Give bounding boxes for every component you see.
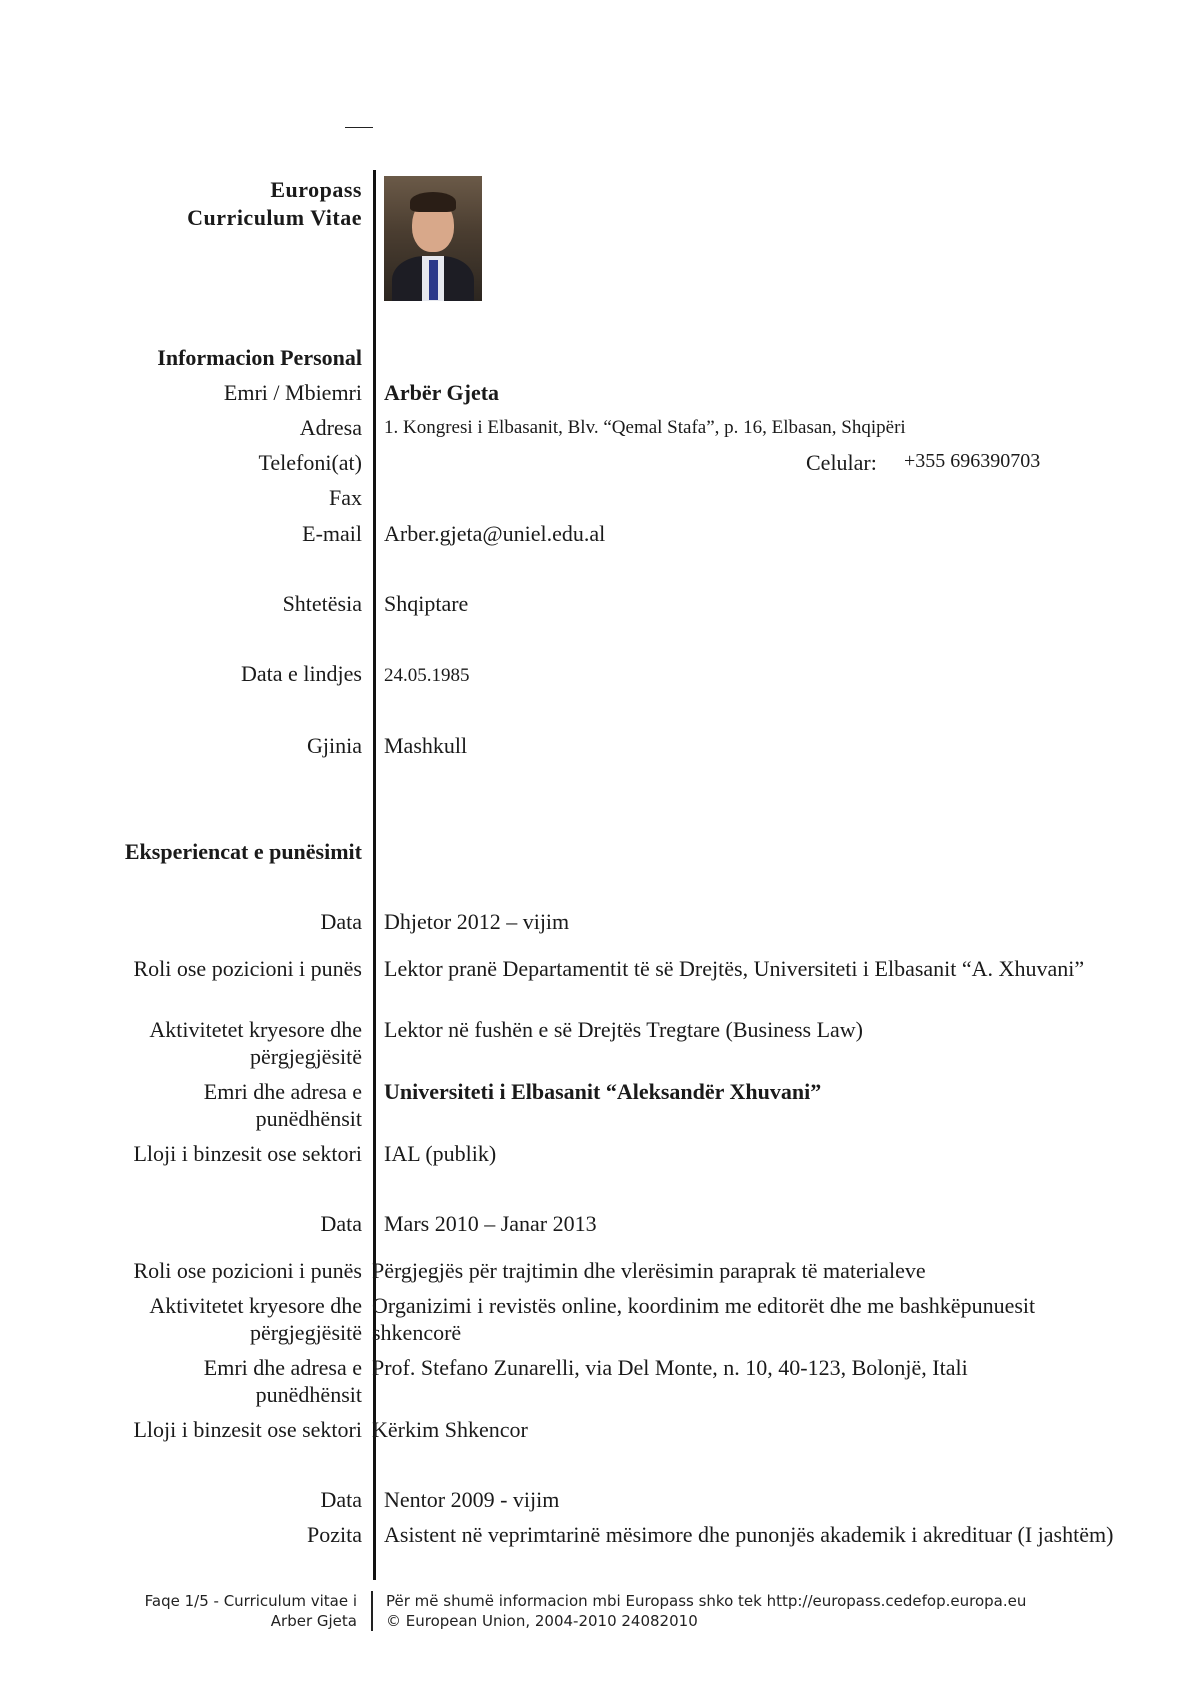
nationality-label: Shtetësia [282, 591, 362, 616]
footer-page-info: Faqe 1/5 - Curriculum vitae i Arber Gjeta [144, 1592, 357, 1630]
cv-title [187, 176, 362, 232]
profile-photo [384, 176, 482, 301]
address-label: Adresa [299, 415, 362, 440]
job3-date: Nentor 2009 - vijim [384, 1487, 560, 1512]
job2-date-label: Data [320, 1211, 362, 1236]
job1-activities: Lektor në fushën e së Drejtës Tregtare (Business Law) [384, 1017, 863, 1042]
personal-heading: Informacion Personal [157, 345, 362, 370]
job1-role-label: Roli ose pozicioni i punës [133, 956, 362, 981]
job1-date-label: Data [320, 909, 362, 934]
job2-sector-label: Lloji i binzesit ose sektori [133, 1417, 362, 1442]
job2-employer-label: Emri dhe adresa e punëdhënsit [203, 1355, 362, 1407]
footer-divider [371, 1591, 373, 1631]
name-value: Arbër Gjeta [384, 380, 500, 405]
job2-role-label: Roli ose pozicioni i punës [133, 1258, 362, 1283]
nationality-value: Shqiptare [384, 591, 469, 616]
job3-date-label: Data [320, 1487, 362, 1512]
email-value: Arber.gjeta@uniel.edu.al [384, 521, 606, 546]
job2-activities: Organizimi i revistës online, koordinim me editorët dhe me bashkëpunuesit shkencorë [372, 1293, 1036, 1345]
birth-label: Data e lindjes [241, 661, 362, 686]
job1-activities-label: Aktivitetet kryesore dhe përgjegjësitë [149, 1017, 362, 1069]
job3-position: Asistent në veprimtarinë mësimore dhe punonjës akademik i akredituar (I jashtëm) [384, 1522, 1114, 1547]
job1-sector: IAL (publik) [384, 1141, 497, 1166]
title-cv: Curriculum Vitae [187, 205, 362, 230]
phone-label: Telefoni(at) [258, 450, 362, 475]
mobile-label: Celular: [806, 450, 877, 475]
address-value: 1. Kongresi i Elbasanit, Blv. “Qemal Stafa”, p. 16, Elbasan, Shqipëri [384, 417, 906, 438]
fax-label: Fax [329, 485, 362, 510]
job2-role: Përgjegjës për trajtimin dhe vlerësimin paraprak të materialeve [372, 1258, 926, 1283]
name-label: Emri / Mbiemri [223, 380, 362, 405]
experience-heading: Eksperiencat e punësimit [124, 839, 362, 864]
job3-position-label: Pozita [307, 1522, 362, 1547]
birth-value: 24.05.1985 [384, 665, 470, 686]
job1-employer: Universiteti i Elbasanit “Aleksandër Xhuvani” [384, 1079, 822, 1104]
mobile-value: +355 696390703 [904, 450, 1041, 472]
job2-sector: Kërkim Shkencor [372, 1417, 528, 1442]
header-dash [345, 127, 373, 128]
gender-value: Mashkull [384, 733, 468, 758]
title-europass: Europass [270, 177, 362, 202]
job1-sector-label: Lloji i binzesit ose sektori [133, 1141, 362, 1166]
job1-employer-label: Emri dhe adresa e punëdhënsit [203, 1079, 362, 1131]
job2-activities-label: Aktivitetet kryesore dhe përgjegjësitë [149, 1293, 362, 1345]
footer-europass-link[interactable]: Për më shumë informacion mbi Europass shko tek http://europass.cedefop.europa.eu [386, 1592, 1027, 1610]
footer-europass-info: Për më shumë informacion mbi Europass shko tek http://europass.cedefop.europa.eu © European Union, 2004-2010 24082010 [386, 1592, 1027, 1630]
email-label: E-mail [302, 521, 362, 546]
job1-date: Dhjetor 2012 – vijim [384, 909, 570, 934]
job2-date: Mars 2010 – Janar 2013 [384, 1211, 597, 1236]
job2-employer: Prof. Stefano Zunarelli, via Del Monte, n. 10, 40-123, Bolonjë, Itali [372, 1355, 968, 1380]
gender-label: Gjinia [307, 733, 362, 758]
job1-role: Lektor pranë Departamentit të së Drejtës, Universiteti i Elbasanit “A. Xhuvani” [384, 956, 1085, 981]
